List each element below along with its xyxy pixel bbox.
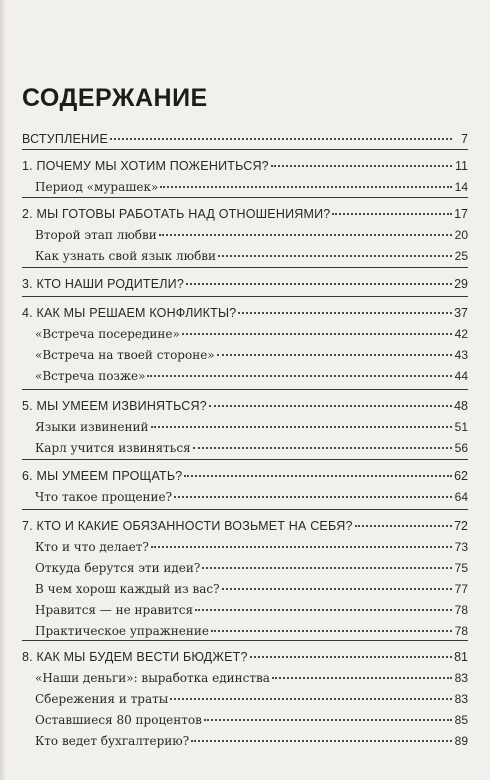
chapter-entry[interactable] — [22, 152, 468, 177]
chapter-entry-title: 1. ПОЧЕМУ МЫ ХОТИМ ПОЖЕНИТЬСЯ? — [22, 159, 269, 173]
toc-section — [22, 200, 468, 268]
chapter-entry[interactable] — [22, 462, 468, 487]
table-of-contents — [22, 125, 468, 759]
chapter-entry[interactable] — [22, 270, 468, 295]
dot-leader — [218, 254, 452, 257]
subsection-entry[interactable] — [22, 579, 468, 600]
chapter-entry-page-number: 37 — [454, 306, 468, 320]
dot-leader — [160, 185, 452, 188]
subsection-entry[interactable] — [22, 438, 468, 459]
chapter-entry[interactable] — [22, 200, 468, 225]
subsection-entry-title: В чем хорош каждый из вас? — [35, 582, 220, 596]
chapter-entry-title: 7. КТО И КАКИЕ ОБЯЗАННОСТИ ВОЗЬМЕТ НА СЕБЯ? — [22, 519, 353, 533]
dot-leader — [209, 404, 452, 407]
subsection-entry-title: Как узнать свой язык любви — [35, 249, 217, 263]
dot-leader — [170, 697, 452, 700]
chapter-entry-page-number: 81 — [454, 650, 468, 664]
page-title: СОДЕРЖАНИЕ — [22, 84, 208, 112]
dot-leader — [271, 164, 452, 167]
subsection-entry-title: Практическое упражнение — [35, 624, 209, 638]
dot-leader — [159, 233, 452, 236]
dot-leader — [110, 137, 452, 140]
dot-leader — [355, 524, 452, 527]
chapter-entry-title: 8. КАК МЫ БУДЕМ ВЕСТИ БЮДЖЕТ? — [22, 650, 248, 664]
dot-leader — [217, 353, 452, 356]
subsection-entry[interactable] — [22, 558, 468, 579]
subsection-entry-title: Сбережения и траты — [35, 692, 169, 706]
dot-leader — [191, 739, 452, 742]
subsection-entry[interactable] — [22, 487, 468, 508]
toc-section — [22, 270, 468, 297]
subsection-entry[interactable] — [22, 600, 468, 621]
dot-leader — [151, 425, 453, 428]
dot-leader — [272, 676, 452, 679]
subsection-entry-title: Карл учится извиняться — [35, 441, 191, 455]
chapter-entry-page-number: 62 — [454, 469, 468, 483]
chapter-entry-page-number: 72 — [454, 519, 468, 533]
dot-leader — [186, 282, 452, 285]
toc-section — [22, 643, 468, 757]
subsection-entry[interactable] — [22, 668, 468, 689]
subsection-entry-title: «Встреча позже» — [35, 369, 146, 383]
subsection-entry[interactable] — [22, 710, 468, 731]
chapter-entry[interactable] — [22, 299, 468, 324]
chapter-entry-page-number: 29 — [454, 277, 468, 291]
dot-leader — [147, 374, 452, 377]
subsection-entry-page-number: 44 — [454, 369, 468, 383]
chapter-entry[interactable] — [22, 125, 468, 150]
subsection-entry[interactable] — [22, 417, 468, 438]
chapter-entry-title: 6. МЫ УМЕЕМ ПРОЩАТЬ? — [22, 469, 183, 483]
toc-section — [22, 462, 468, 510]
subsection-entry-page-number: 51 — [454, 420, 468, 434]
chapter-entry-page-number: 48 — [454, 399, 468, 413]
chapter-entry-title: ВСТУПЛЕНИЕ — [22, 132, 108, 146]
subsection-entry[interactable] — [22, 537, 468, 558]
dot-leader — [182, 332, 452, 335]
subsection-entry-page-number: 89 — [454, 734, 468, 748]
toc-section — [22, 512, 468, 641]
chapter-entry-title: 4. КАК МЫ РЕШАЕМ КОНФЛИКТЫ? — [22, 306, 237, 320]
dot-leader — [332, 212, 452, 215]
subsection-entry-page-number: 78 — [454, 624, 468, 638]
chapter-entry[interactable] — [22, 643, 468, 668]
dot-leader — [250, 655, 452, 658]
subsection-entry-page-number: 75 — [454, 561, 468, 575]
dot-leader — [151, 545, 452, 548]
toc-section — [22, 299, 468, 390]
chapter-entry-title: 3. КТО НАШИ РОДИТЕЛИ? — [22, 277, 185, 291]
subsection-entry-page-number: 42 — [454, 327, 468, 341]
toc-section — [22, 392, 468, 460]
subsection-entry-page-number: 83 — [454, 692, 468, 706]
subsection-entry-page-number: 78 — [454, 603, 468, 617]
subsection-entry-title: «Встреча посередине» — [35, 327, 180, 341]
dot-leader — [204, 718, 452, 721]
subsection-entry[interactable] — [22, 345, 468, 366]
subsection-entry-title: Откуда берутся эти идеи? — [35, 561, 201, 575]
dot-leader — [211, 629, 452, 632]
subsection-entry[interactable] — [22, 689, 468, 710]
subsection-entry-page-number: 77 — [454, 582, 468, 596]
subsection-entry-page-number: 73 — [454, 540, 468, 554]
subsection-entry-title: «Наши деньги»: выработка единства — [35, 671, 270, 685]
subsection-entry[interactable] — [22, 177, 468, 198]
chapter-entry-page-number: 7 — [461, 132, 468, 146]
subsection-entry[interactable] — [22, 621, 468, 642]
subsection-entry-title: Языки извинений — [35, 420, 149, 434]
subsection-entry-page-number: 85 — [454, 713, 468, 727]
toc-section — [22, 125, 468, 150]
subsection-entry[interactable] — [22, 731, 468, 752]
dot-leader — [202, 566, 452, 569]
subsection-entry-page-number: 56 — [454, 441, 468, 455]
subsection-entry[interactable] — [22, 246, 468, 267]
subsection-entry-page-number: 20 — [454, 228, 468, 242]
subsection-entry[interactable] — [22, 324, 468, 345]
subsection-entry-title: Нравится — не нравится — [35, 603, 194, 617]
dot-leader — [193, 446, 452, 449]
page-edge — [0, 0, 6, 780]
dot-leader — [174, 495, 452, 498]
chapter-entry[interactable] — [22, 392, 468, 417]
subsection-entry[interactable] — [22, 225, 468, 246]
chapter-entry-title: 5. МЫ УМЕЕМ ИЗВИНЯТЬСЯ? — [22, 399, 207, 413]
subsection-entry-title: Оставшиеся 80 процентов — [35, 713, 202, 727]
subsection-entry-page-number: 43 — [454, 348, 468, 362]
subsection-entry-title: Второй этап любви — [35, 228, 157, 242]
chapter-entry-title: 2. МЫ ГОТОВЫ РАБОТАТЬ НАД ОТНОШЕНИЯМИ? — [22, 207, 331, 221]
dot-leader — [238, 311, 452, 314]
chapter-entry-page-number: 11 — [455, 159, 468, 173]
dot-leader — [184, 474, 452, 477]
subsection-entry[interactable] — [22, 366, 468, 387]
subsection-entry-title: Кто и что делает? — [35, 540, 149, 554]
subsection-entry-title: Что такое прощение? — [35, 490, 173, 504]
chapter-entry-page-number: 17 — [454, 207, 468, 221]
dot-leader — [222, 587, 452, 590]
subsection-entry-title: Период «мурашек» — [35, 180, 159, 194]
subsection-entry-page-number: 14 — [454, 180, 468, 194]
subsection-entry-page-number: 25 — [454, 249, 468, 263]
subsection-entry-page-number: 64 — [454, 490, 468, 504]
subsection-entry-title: Кто ведет бухгалтерию? — [35, 734, 190, 748]
subsection-entry-page-number: 83 — [454, 671, 468, 685]
chapter-entry[interactable] — [22, 512, 468, 537]
dot-leader — [195, 608, 452, 611]
subsection-entry-title: «Встреча на твоей стороне» — [35, 348, 215, 362]
toc-section — [22, 152, 468, 198]
